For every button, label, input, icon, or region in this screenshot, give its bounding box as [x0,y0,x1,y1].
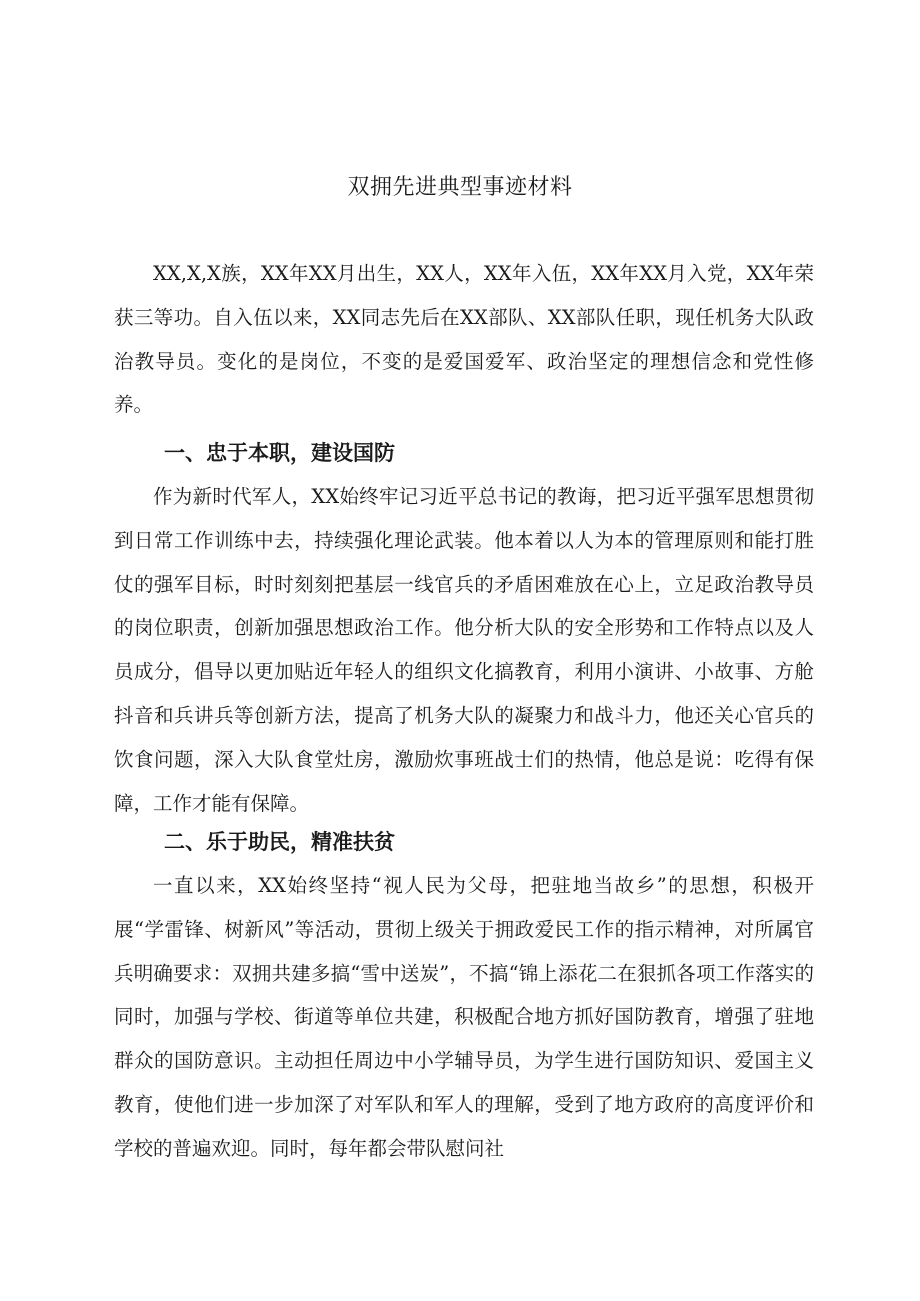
section-heading-2: 二、乐于助民，精准扶贫 [164,830,395,854]
document-title: 双拥先进典型事迹材料 [347,175,573,200]
section-1-paragraph: 作为新时代军人，XX始终牢记习近平总书记的教诲，把习近平强军思想贯彻到日常工作训练中去，持续强化理论武装。他本着以人为本的管理原则和能打胜仗的强军目标，时时刻刻把基层一线官兵的矛盾困难放在心上，立足政治教导员的岗位职责，创新加强思想政治工作。他分析大队的安全形势和工作特点以及人员成分，倡导以更加贴近年轻人的组织文化搞教育，利用小演讲、小故事、方舱抖音和兵讲兵等创新方法，提高了机务大队的凝聚力和战斗力，他还关心官兵的饮食问题，深入大队食堂灶房，激励炊事班战士们的热情，他总是说：吃得有保障，工作才能有保障。 [114,485,814,815]
intro-paragraph: XX,X,X族，XX年XX月出生，XX人，XX年入伍，XX年XX月入党，XX年荣获三等功。自入伍以来，XX同志先后在XX部队、XX部队任职，现任机务大队政治教导员。变化的是岗位，不变的是爱国爱军、政治坚定的理想信念和党性修养。 [114,262,814,417]
section-2-paragraph: 一直以来，XX始终坚持“视人民为父母，把驻地当故乡”的思想，积极开展“学雷锋、树新风”等活动，贯彻上级关于拥政爱民工作的指示精神，对所属官兵明确要求：双拥共建多搞“雪中送炭”，不搞“锦上添花二在狠抓各项工作落实的同时，加强与学校、街道等单位共建，积极配合地方抓好国防教育，增强了驻地群众的国防意识。主动担任周边中小学辅导员，为学生进行国防知识、爱国主义教育，使他们进一步加深了对军队和军人的理解，受到了地方政府的高度评价和学校的普遍欢迎。同时，每年都会带队慰问社 [114,874,814,1160]
section-heading-1: 一、忠于本职，建设国防 [164,441,395,465]
